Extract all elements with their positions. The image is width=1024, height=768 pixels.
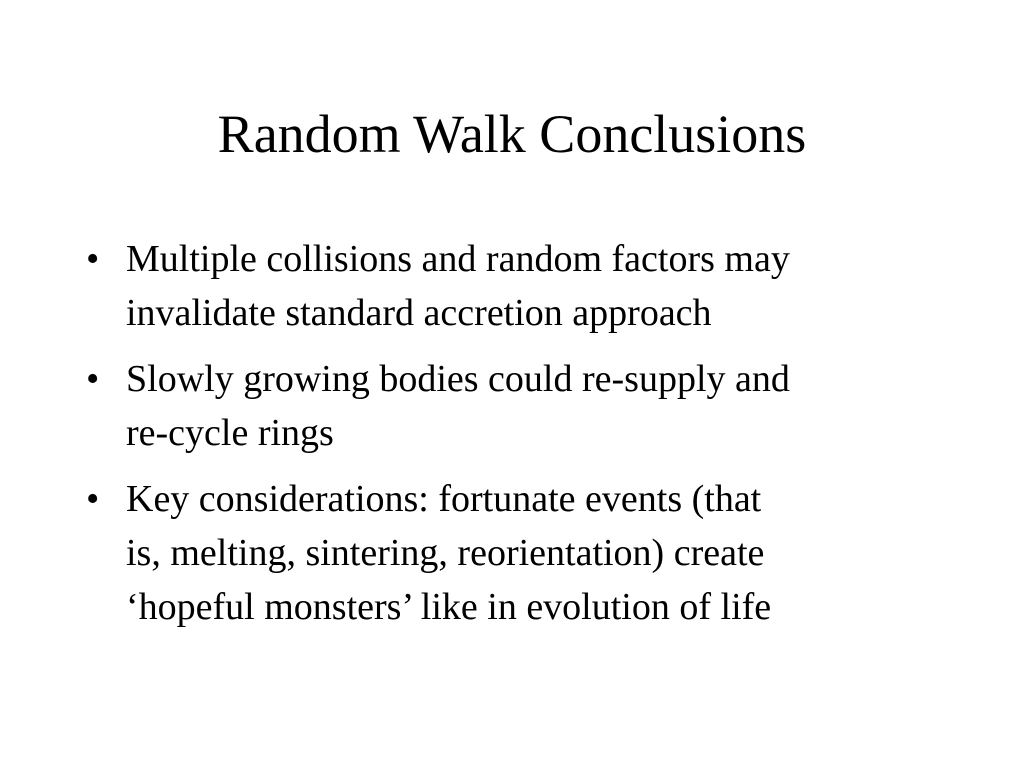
bullet-text-line: Multiple collisions and random factors may (126, 238, 790, 280)
bullet-text-line: is, melting, sintering, reorientation) create (126, 532, 765, 574)
bullet-text-line: invalidate standard accretion approach (126, 292, 712, 334)
bullet-item (86, 352, 946, 460)
bullet-text-line: Key considerations: fortunate events (that (126, 478, 762, 520)
bullet-text-line: ‘hopeful monsters’ like in evolution of life (126, 586, 772, 628)
slide-title: Random Walk Conclusions (217, 104, 807, 164)
bullet-item (86, 232, 946, 340)
bullet-list (86, 232, 946, 646)
bullet-marker: • (86, 478, 100, 520)
bullet-text-line: Slowly growing bodies could re-supply and (126, 358, 790, 400)
bullet-text-line: re-cycle rings (126, 412, 334, 454)
bullet-marker: • (86, 358, 100, 400)
bullet-marker: • (86, 238, 100, 280)
bullet-item (86, 472, 946, 634)
